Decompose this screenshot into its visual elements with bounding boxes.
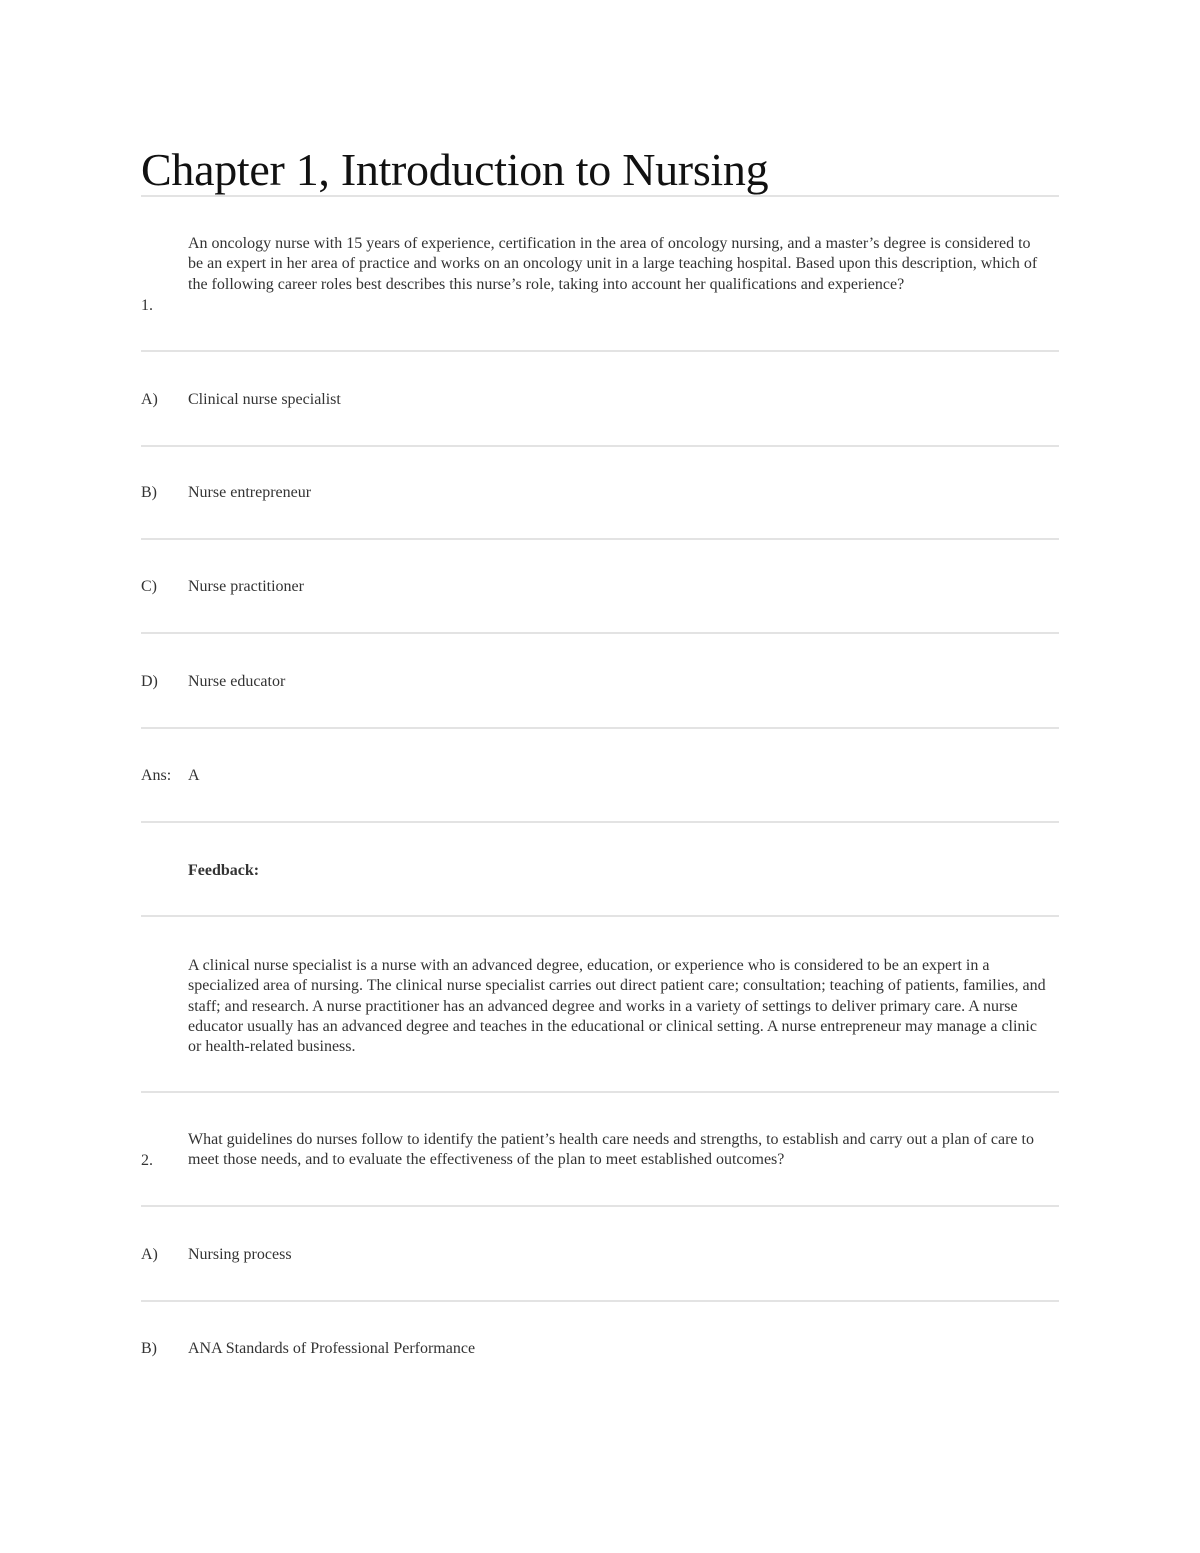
option-text: Clinical nurse specialist	[188, 391, 341, 408]
option-letter: A)	[141, 391, 158, 408]
option-text: Nurse practitioner	[188, 578, 304, 595]
row-divider	[141, 632, 1059, 634]
option-letter: D)	[141, 673, 158, 690]
option-letter: C)	[141, 578, 157, 595]
row-divider	[141, 1300, 1059, 1302]
feedback-text: A clinical nurse specialist is a nurse with an advanced degree, education, or experience who is considered to be an expert in a specialized area of nursing. The clinical nurse specialist carries out direct patient care; consultation; teaching of patients, families, and staff; and research. A nurse practitioner has an advanced degree and works in a variety of settings to deliver primary care. A nurse educator usually has an advanced degree and teaches in the educational or clinical setting. A nurse entrepreneur may manage a clinic or health-related business.	[188, 957, 1046, 1056]
row-divider	[141, 1091, 1059, 1093]
answer-label: Ans:	[141, 767, 172, 784]
row-divider	[141, 445, 1059, 447]
row-divider	[141, 350, 1059, 352]
option-text: Nursing process	[188, 1246, 292, 1263]
question-stem: An oncology nurse with 15 years of experience, certification in the area of oncology nursing, and a master’s degree is considered to be an expert in her area of practice and works on an oncology unit in a large teaching hospital. Based upon this description, which of the following career roles best describes this nurse’s role, taking into account her qualifications and experience?	[188, 235, 1038, 293]
option-letter: A)	[141, 1246, 158, 1263]
row-divider	[141, 1205, 1059, 1207]
page-title: Chapter 1, Introduction to Nursing	[141, 144, 769, 195]
title-divider	[141, 195, 1059, 197]
question-number: 1.	[141, 297, 153, 314]
row-divider	[141, 538, 1059, 540]
option-letter: B)	[141, 484, 157, 501]
feedback-heading: Feedback:	[188, 862, 260, 879]
row-divider	[141, 727, 1059, 729]
option-text: Nurse educator	[188, 673, 286, 690]
option-text: ANA Standards of Professional Performance	[188, 1340, 476, 1357]
question-number: 2.	[141, 1152, 153, 1169]
option-letter: B)	[141, 1340, 157, 1357]
question-stem: What guidelines do nurses follow to identify the patient’s health care needs and strengths, to establish and carry out a plan of care to meet those needs, and to evaluate the effectiveness of the plan to meet established outcomes?	[188, 1131, 1034, 1169]
answer-value: A	[188, 767, 200, 784]
option-text: Nurse entrepreneur	[188, 484, 312, 501]
row-divider	[141, 821, 1059, 823]
row-divider	[141, 915, 1059, 917]
